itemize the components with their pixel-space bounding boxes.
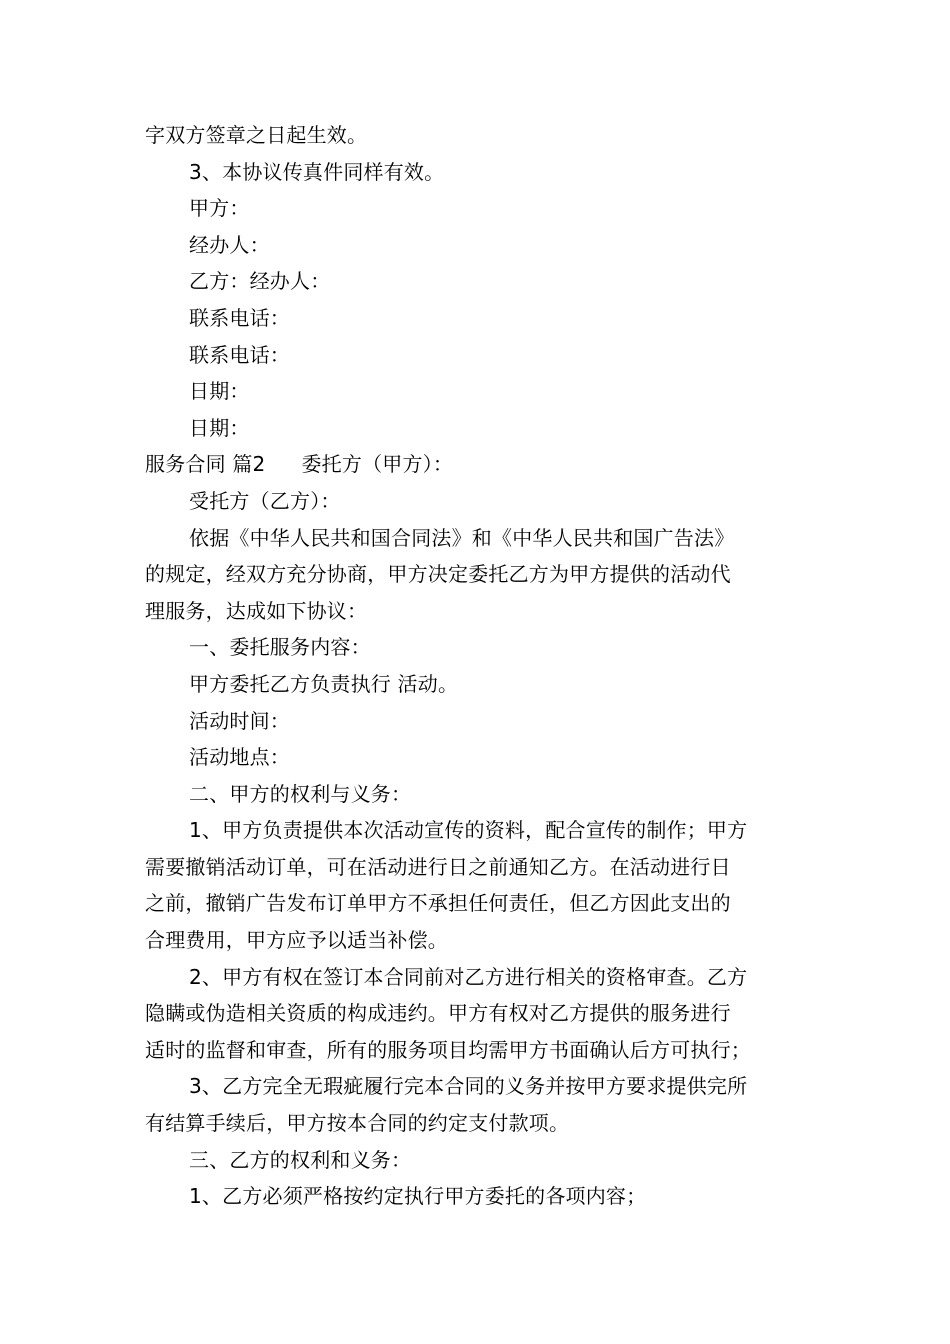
text-line: 合理费用，甲方应予以适当补偿。	[145, 928, 448, 953]
text-line: 活动时间：	[189, 708, 290, 733]
text-line: 联系电话：	[189, 305, 290, 330]
text-line: 经办人：	[189, 232, 270, 257]
contract-body	[145, 483, 807, 1215]
party-a-label: 委托方（甲方）：	[301, 452, 454, 477]
text-line: 三、乙方的权利和义务：	[189, 1147, 412, 1172]
section-title: 服务合同 篇2	[145, 452, 266, 477]
text-line: 联系电话：	[189, 342, 290, 367]
document-body	[145, 117, 807, 1215]
section-heading	[145, 446, 807, 483]
text-line: 3、本协议传真件同样有效。	[189, 159, 445, 184]
text-line: 日期：	[189, 379, 250, 404]
text-line: 有结算手续后，甲方按本合同的约定支付款项。	[145, 1111, 570, 1136]
text-line: 甲方：	[189, 196, 250, 221]
text-line: 一、委托服务内容：	[189, 635, 371, 660]
text-line: 2、甲方有权在签订本合同前对乙方进行相关的资格审查。乙方	[189, 964, 748, 989]
text-line: 受托方（乙方）：	[189, 488, 341, 513]
signature-block	[145, 117, 807, 446]
text-line: 二、甲方的权利与义务：	[189, 781, 412, 806]
text-line: 理服务，达成如下协议：	[145, 598, 368, 623]
text-line: 3、乙方完全无瑕疵履行完本合同的义务并按甲方要求提供完所	[189, 1074, 748, 1099]
text-line: 1、甲方负责提供本次活动宣传的资料，配合宣传的制作；甲方	[189, 818, 748, 843]
text-line: 乙方：经办人：	[189, 269, 331, 294]
text-line: 依据《中华人民共和国合同法》和《中华人民共和国广告法》	[189, 525, 735, 550]
text-line: 1、乙方必须严格按约定执行甲方委托的各项内容；	[189, 1184, 647, 1209]
text-line: 隐瞒或伪造相关资质的构成违约。甲方有权对乙方提供的服务进行	[145, 1001, 731, 1026]
text-line: 甲方委托乙方负责执行 活动。	[189, 671, 459, 696]
text-line: 需要撤销活动订单，可在活动进行日之前通知乙方。在活动进行日	[145, 854, 731, 879]
text-line: 之前，撤销广告发布订单甲方不承担任何责任，但乙方因此支出的	[145, 891, 731, 916]
text-line: 字双方签章之日起生效。	[145, 123, 368, 147]
text-line: 的规定，经双方充分协商，甲方决定委托乙方为甲方提供的活动代	[145, 562, 731, 587]
text-line: 适时的监督和审查，所有的服务项目均需甲方书面确认后方可执行；	[145, 1037, 751, 1062]
text-line: 活动地点：	[189, 745, 290, 770]
text-line: 日期：	[189, 415, 250, 440]
